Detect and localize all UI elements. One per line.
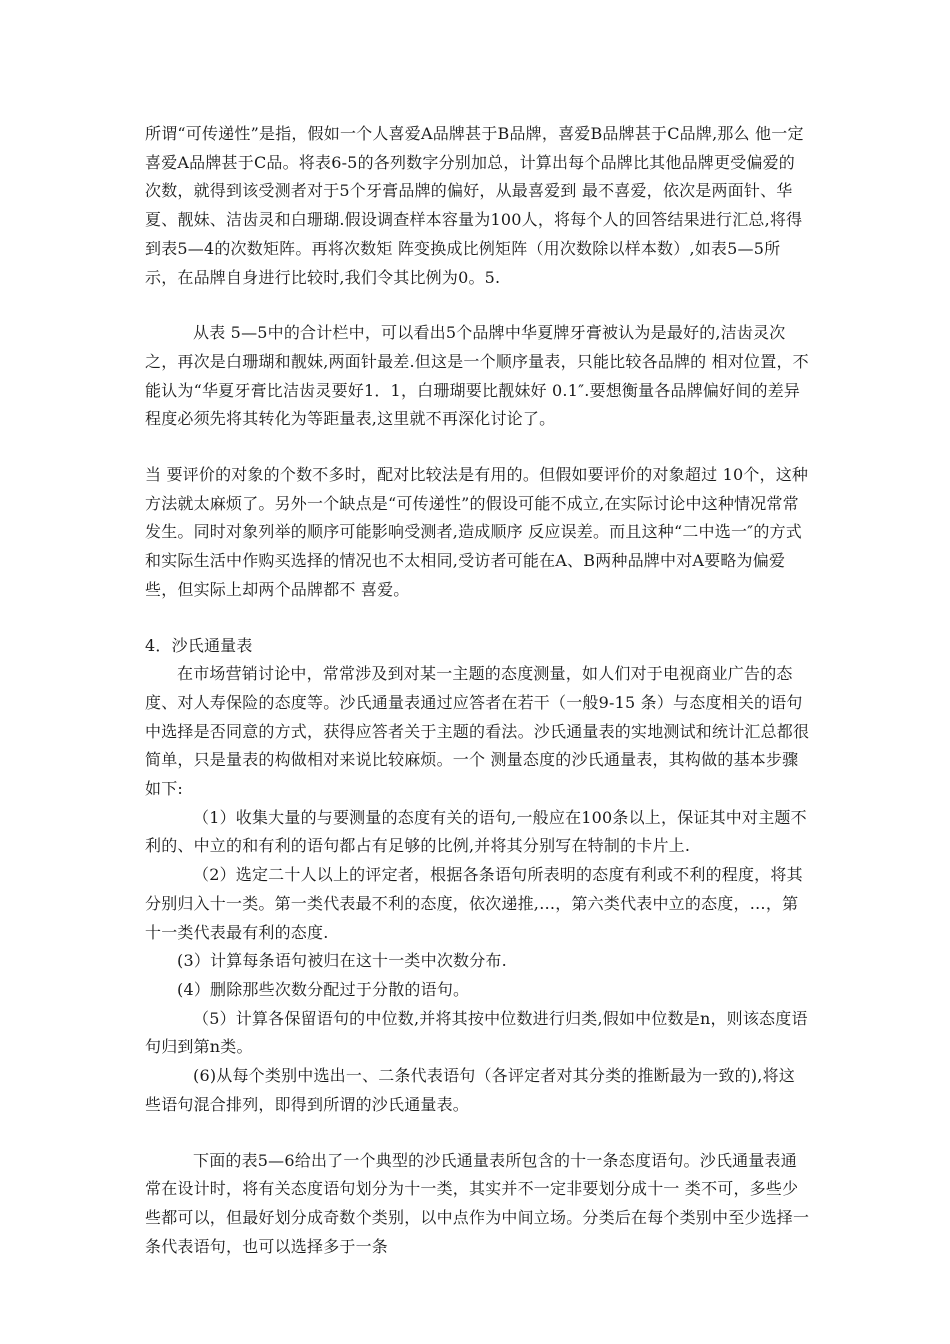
paragraph-transitivity: 所谓“可传递性”是指，假如一个人喜爱A品牌甚于B品牌，喜爱B品牌甚于C品牌,那么 他一定喜爱A品牌甚于C品。将表6-5的各列数字分别加总，计算出每个品牌比其他品牌更受偏爱的次数，就得到该受测者对于5个牙膏品牌的偏好，从最喜爱到 最不喜爱，依次是两面针、华夏、靓妹、洁齿灵和白珊瑚.假设调查样本容量为100人，将每个人的回答结果进行汇总,将得到表5—4的次数矩阵。再将次数矩 阵变换成比例矩阵（用次数除以样本数）,如表5—5所示，在品牌自身进行比较时,我们令其比例为0。5. <box>145 124 804 287</box>
document-body <box>145 120 810 1261</box>
step-2: （2）选定二十人以上的评定者，根据各条语句所表明的态度有利或不利的程度，将其分别归入十一类。第一类代表最不利的态度，依次递推,…，第六类代表中立的态度，…，第十一类代表最有利的态度. <box>145 865 803 942</box>
step-6: (6)从每个类别中选出一、二条代表语句（各评定者对其分类的推断最为一致的),将这些语句混合排列，即得到所谓的沙氏通量表。 <box>145 1066 795 1114</box>
paragraph-total-column: 从表 5—5中的合计栏中，可以看出5个品牌中华夏牌牙膏被认为是最好的,洁齿灵次之，再次是白珊瑚和靓妹,两面针最差.但这是一个顺序量表，只能比较各品牌的 相对位置，不能认为“华夏牙膏比洁齿灵要好1．1，白珊瑚要比靓妹好 0.1″.要想衡量各品牌偏好间的差异程度必须先将其转化为等距量表,这里就不再深化讨论了。 <box>145 323 809 429</box>
paragraph-gap <box>145 605 810 632</box>
step-5: （5）计算各保留语句的中位数,并将其按中位数进行归类,假如中位数是n，则该态度语句归到第n类。 <box>145 1008 808 1057</box>
step-4: (4）删除那些次数分配过于分散的语句。 <box>177 979 470 999</box>
step-3: (3）计算每条语句被归在这十一类中次数分布. <box>177 951 507 971</box>
paragraph-gap <box>145 434 810 461</box>
step-1: （1）收集大量的与要测量的态度有关的语句,一般应在100条以上，保证其中对主题不利的、中立的和有利的语句都占有足够的比例,并将其分别写在特制的卡片上. <box>145 807 807 856</box>
section-heading: 4．沙氏通量表 <box>145 635 253 655</box>
paragraph-paired-comparison: 当 要评价的对象的个数不多时，配对比较法是有用的。但假如要评价的对象超过 10个，这种方法就太麻烦了。另外一个缺点是“可传递性”的假设可能不成立,在实际讨论中这种情况常常发生。同时对象列举的顺序可能影响受测者,造成顺序 反应误差。而且这种“二中选一″的方式和实际生活中作购买选择的情况也不太相同,受访者可能在A、B两种品牌中对A要略为偏爱些，但实际上却两个品牌都不 喜爱。 <box>145 465 809 599</box>
paragraph-gap <box>145 292 810 319</box>
paragraph-thurstone-intro: 在市场营销讨论中，常常涉及到对某一主题的态度测量，如人们对于电视商业广告的态度、对人寿保险的态度等。沙氏通量表通过应答者在若干（一般9-15 条）与态度相关的语句中选择是否同意的方式，获得应答者关于主题的看法。沙氏通量表的实地测试和统计汇总都很简单，只是量表的构做相对来说比较麻烦。一个 测量态度的沙氏通量表，其构做的基本步骤如下: <box>145 664 810 799</box>
paragraph-table-5-6: 下面的表5—6给出了一个典型的沙氏通量表所包含的十一条态度语句。沙氏通量表通常在设计时，将有关态度语句划分为十一类，其实并不一定非要划分成十一 类不可，多些少些都可以，但最好划分成奇数个类别，以中点作为中间立场。分类后在每个类别中至少选择一条代表语句，也可以选择多于一条 <box>145 1150 810 1256</box>
paragraph-gap <box>145 1120 810 1147</box>
